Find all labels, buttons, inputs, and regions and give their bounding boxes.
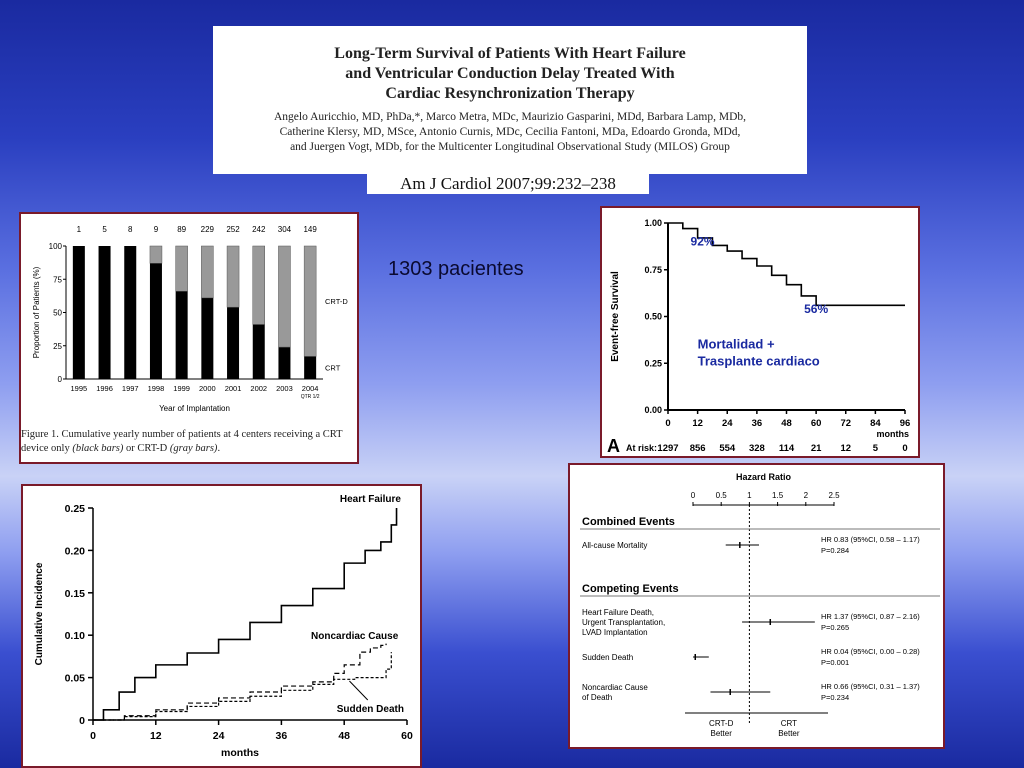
forest-p-value: P=0.234	[821, 693, 850, 702]
forest-row-label: Urgent Transplantation,	[582, 618, 666, 627]
fig1-x-tick-label: 1998	[147, 384, 165, 393]
fig1-x-title: Year of Implantation	[159, 404, 230, 413]
at-risk-count: 12	[840, 443, 852, 454]
survival-x-tick-label: 60	[810, 418, 822, 429]
fig1-x-tick-label: 1999	[173, 384, 190, 393]
forest-x-tick-label: 2.5	[828, 491, 840, 500]
survival-x-title: months	[876, 429, 909, 439]
incidence-y-title: Cumulative Incidence	[34, 562, 45, 666]
forest-row-label: Heart Failure Death,	[582, 608, 655, 617]
better-right-line1: CRT	[780, 719, 798, 728]
survival-panel	[600, 206, 920, 458]
figure1-panel	[19, 212, 359, 464]
fig1-bar-crt	[253, 324, 265, 379]
fig1-bar-crtd	[227, 246, 239, 307]
mortality-note-line1: Mortalidad +	[697, 336, 775, 352]
survival-y-title: Event-free Survival	[610, 271, 621, 362]
fig1-top-count: 149	[303, 225, 317, 234]
survival-x-tick-label: 84	[870, 418, 881, 429]
fig1-bar-crtd	[304, 246, 316, 356]
forest-x-tick-label: 0	[690, 491, 696, 500]
at-risk-count: 328	[748, 443, 765, 454]
article-authors: Angelo Auricchio, MD, PhDa,*, Marco Metra, MDc, Maurizio Gasparini, MDd, Barbara Lamp, MDb, Catherine Klersy, MD, MSce, Antonio Curnis, MDc, Cecilia Fantoni, MDa, Edoardo Gronda, MDd, and Juergen Vogt, MDb, for the Multicenter Longitudinal Observational Study (MILOS) Group	[273, 111, 747, 153]
forest-x-tick-label: 0.5	[715, 491, 727, 500]
fig1-label-crtd: CRT-D	[325, 297, 348, 307]
patients-count-label: 1303 pacientes	[388, 258, 524, 280]
survival-y-tick-label: 0.00	[644, 405, 662, 415]
fig1-bar-crt	[278, 347, 290, 379]
forest-hr-text: HR 0.66 (95%CI, 0.31 – 1.37)	[821, 682, 920, 691]
figure1-bar-chart	[21, 214, 357, 429]
fig1-top-count: 242	[252, 225, 266, 234]
noncardiac-cause-label: Noncardiac Cause	[311, 631, 399, 643]
survival-chart	[602, 208, 918, 456]
forest-row-label: Sudden Death	[582, 653, 634, 662]
forest-row-label: All-cause Mortality	[582, 541, 648, 550]
survival-x-tick-label: 24	[721, 418, 733, 429]
mortality-note-line2: Trasplante cardiaco	[697, 353, 820, 369]
fig1-top-count: 252	[226, 225, 240, 234]
fig1-y-tick-label: 50	[53, 308, 62, 318]
forest-p-value: P=0.001	[821, 658, 850, 667]
incidence-x-tick-label: 36	[275, 730, 288, 742]
forest-x-tick-label: 1	[747, 491, 752, 500]
incidence-x-tick-label: 0	[90, 730, 96, 742]
fig1-x-tick-label: 2003	[276, 384, 293, 393]
annotation-92-percent: 92%	[690, 234, 715, 249]
sudden-death-pointer	[349, 681, 367, 700]
forest-p-value: P=0.284	[821, 546, 850, 555]
fig1-bar-crtd	[150, 246, 162, 263]
fig1-top-count: 304	[277, 225, 292, 234]
fig1-bar-crt	[227, 307, 239, 379]
forest-row-label: LVAD Implantation	[582, 628, 648, 637]
figure1-caption: Figure 1. Cumulative yearly number of patients at 4 centers receiving a CRT device only (black bars) or CRT-D (gray bars).	[21, 429, 343, 454]
incidence-chart	[23, 486, 420, 768]
fig1-bar-crt	[150, 263, 162, 379]
fig1-x-tick-label: 2004	[301, 384, 319, 393]
incidence-y-tick-label: 0.20	[64, 545, 85, 558]
at-risk-count: 1297	[657, 443, 679, 454]
incidence-x-tick-label: 24	[212, 730, 225, 742]
fig1-bar-crtd	[176, 246, 188, 291]
fig1-top-count: 8	[128, 225, 133, 234]
fig1-bar-crtd	[278, 246, 290, 347]
fig1-y-title: Proportion of Patients (%)	[32, 266, 41, 359]
at-risk-label: At risk:	[626, 443, 658, 453]
at-risk-count: 21	[810, 443, 822, 454]
survival-y-tick-label: 0.50	[644, 311, 662, 322]
section-combined-events: Combined Events	[582, 516, 675, 528]
survival-y-tick-label: 0.75	[644, 264, 662, 275]
incidence-y-tick-label: 0.10	[64, 630, 85, 643]
survival-x-tick-label: 12	[692, 418, 703, 429]
incidence-y-tick-label: 0.05	[64, 672, 85, 685]
forest-plot	[570, 465, 943, 747]
fig1-bar-crt	[73, 246, 85, 379]
fig1-top-count: 1	[76, 225, 82, 234]
article-title: Long-Term Survival of Patients With Heart Failure and Ventricular Conduction Delay Treated With Cardiac Resynchronization Therapy	[334, 45, 686, 102]
heart-failure-label: Heart Failure	[339, 494, 401, 505]
forest-x-tick-label: 2	[803, 491, 809, 500]
incidence-x-tick-label: 48	[338, 730, 351, 742]
fig1-x-tick-label: 1997	[121, 384, 139, 393]
forest-x-tick-label: 1.5	[772, 491, 784, 500]
fig1-y-tick-label: 75	[53, 275, 62, 285]
fig1-top-count: 5	[102, 225, 107, 234]
fig1-x-tick-label: 2001	[224, 384, 242, 393]
fig1-bar-crt	[176, 291, 188, 379]
survival-x-tick-label: 96	[899, 418, 911, 429]
fig1-bar-crt	[99, 246, 111, 379]
fig1-x-tick-label: 2000	[199, 384, 216, 393]
survival-y-tick-label: 0.25	[644, 358, 662, 369]
survival-x-tick-label: 48	[781, 418, 792, 429]
incidence-y-tick-label: 0	[79, 715, 85, 727]
fig1-y-tick-label: 100	[48, 242, 62, 251]
article-citation: Am J Cardiol 2007;99:232–238	[367, 174, 649, 194]
sudden-death-label: Sudden Death	[336, 704, 404, 715]
forest-hr-text: HR 0.83 (95%CI, 0.58 – 1.17)	[821, 535, 920, 544]
incidence-y-tick-label: 0.25	[64, 503, 85, 515]
heart-failure-curve	[93, 508, 397, 720]
survival-x-tick-label: 0	[665, 418, 671, 429]
fig1-label-crt: CRT	[325, 363, 341, 373]
survival-x-tick-label: 72	[840, 418, 852, 429]
forest-hr-text: HR 0.04 (95%CI, 0.00 – 0.28)	[821, 647, 920, 656]
at-risk-count: 856	[689, 443, 706, 454]
incidence-x-title: months	[221, 747, 259, 759]
forest-p-value: P=0.265	[821, 623, 850, 632]
article-header	[213, 26, 807, 174]
fig1-y-tick-label: 0	[57, 375, 62, 384]
survival-y-tick-label: 1.00	[644, 218, 662, 228]
fig1-bar-crtd	[201, 246, 213, 298]
better-left-line2: Better	[710, 729, 732, 738]
fig1-bar-crt	[124, 246, 136, 379]
fig1-y-tick-label: 25	[53, 341, 62, 351]
fig1-x-tick-label: 1996	[96, 384, 113, 393]
incidence-x-tick-label: 12	[149, 730, 162, 742]
forest-row-label: Noncardiac Cause	[582, 683, 648, 692]
section-competing-events: Competing Events	[582, 583, 679, 595]
survival-x-tick-label: 36	[751, 418, 763, 429]
fig1-x-extra-label: QTR 1/2	[300, 394, 320, 400]
at-risk-count: 554	[719, 443, 736, 454]
incidence-panel	[21, 484, 422, 768]
fig1-bar-crt	[304, 356, 316, 379]
fig1-top-count: 229	[200, 225, 215, 234]
forest-panel	[568, 463, 945, 749]
better-right-line2: Better	[778, 729, 800, 738]
annotation-56-percent: 56%	[804, 301, 829, 316]
forest-hr-text: HR 1.37 (95%CI, 0.87 – 2.16)	[821, 612, 920, 621]
fig1-bar-crtd	[253, 246, 265, 324]
forest-title: Hazard Ratio	[735, 472, 792, 482]
forest-row-label: of Death	[582, 693, 613, 702]
incidence-y-tick-label: 0.15	[64, 587, 85, 600]
fig1-top-count: 89	[177, 225, 187, 234]
fig1-bar-crt	[201, 298, 213, 379]
at-risk-count: 0	[902, 443, 908, 454]
at-risk-count: 5	[872, 443, 879, 454]
fig1-x-tick-label: 2002	[250, 384, 268, 393]
better-left-line1: CRT-D	[709, 719, 734, 728]
incidence-x-tick-label: 60	[401, 730, 413, 742]
panel-letter-a: A	[607, 436, 620, 456]
at-risk-count: 114	[778, 443, 795, 454]
fig1-top-count: 9	[153, 225, 159, 234]
fig1-x-tick-label: 1995	[70, 384, 88, 393]
